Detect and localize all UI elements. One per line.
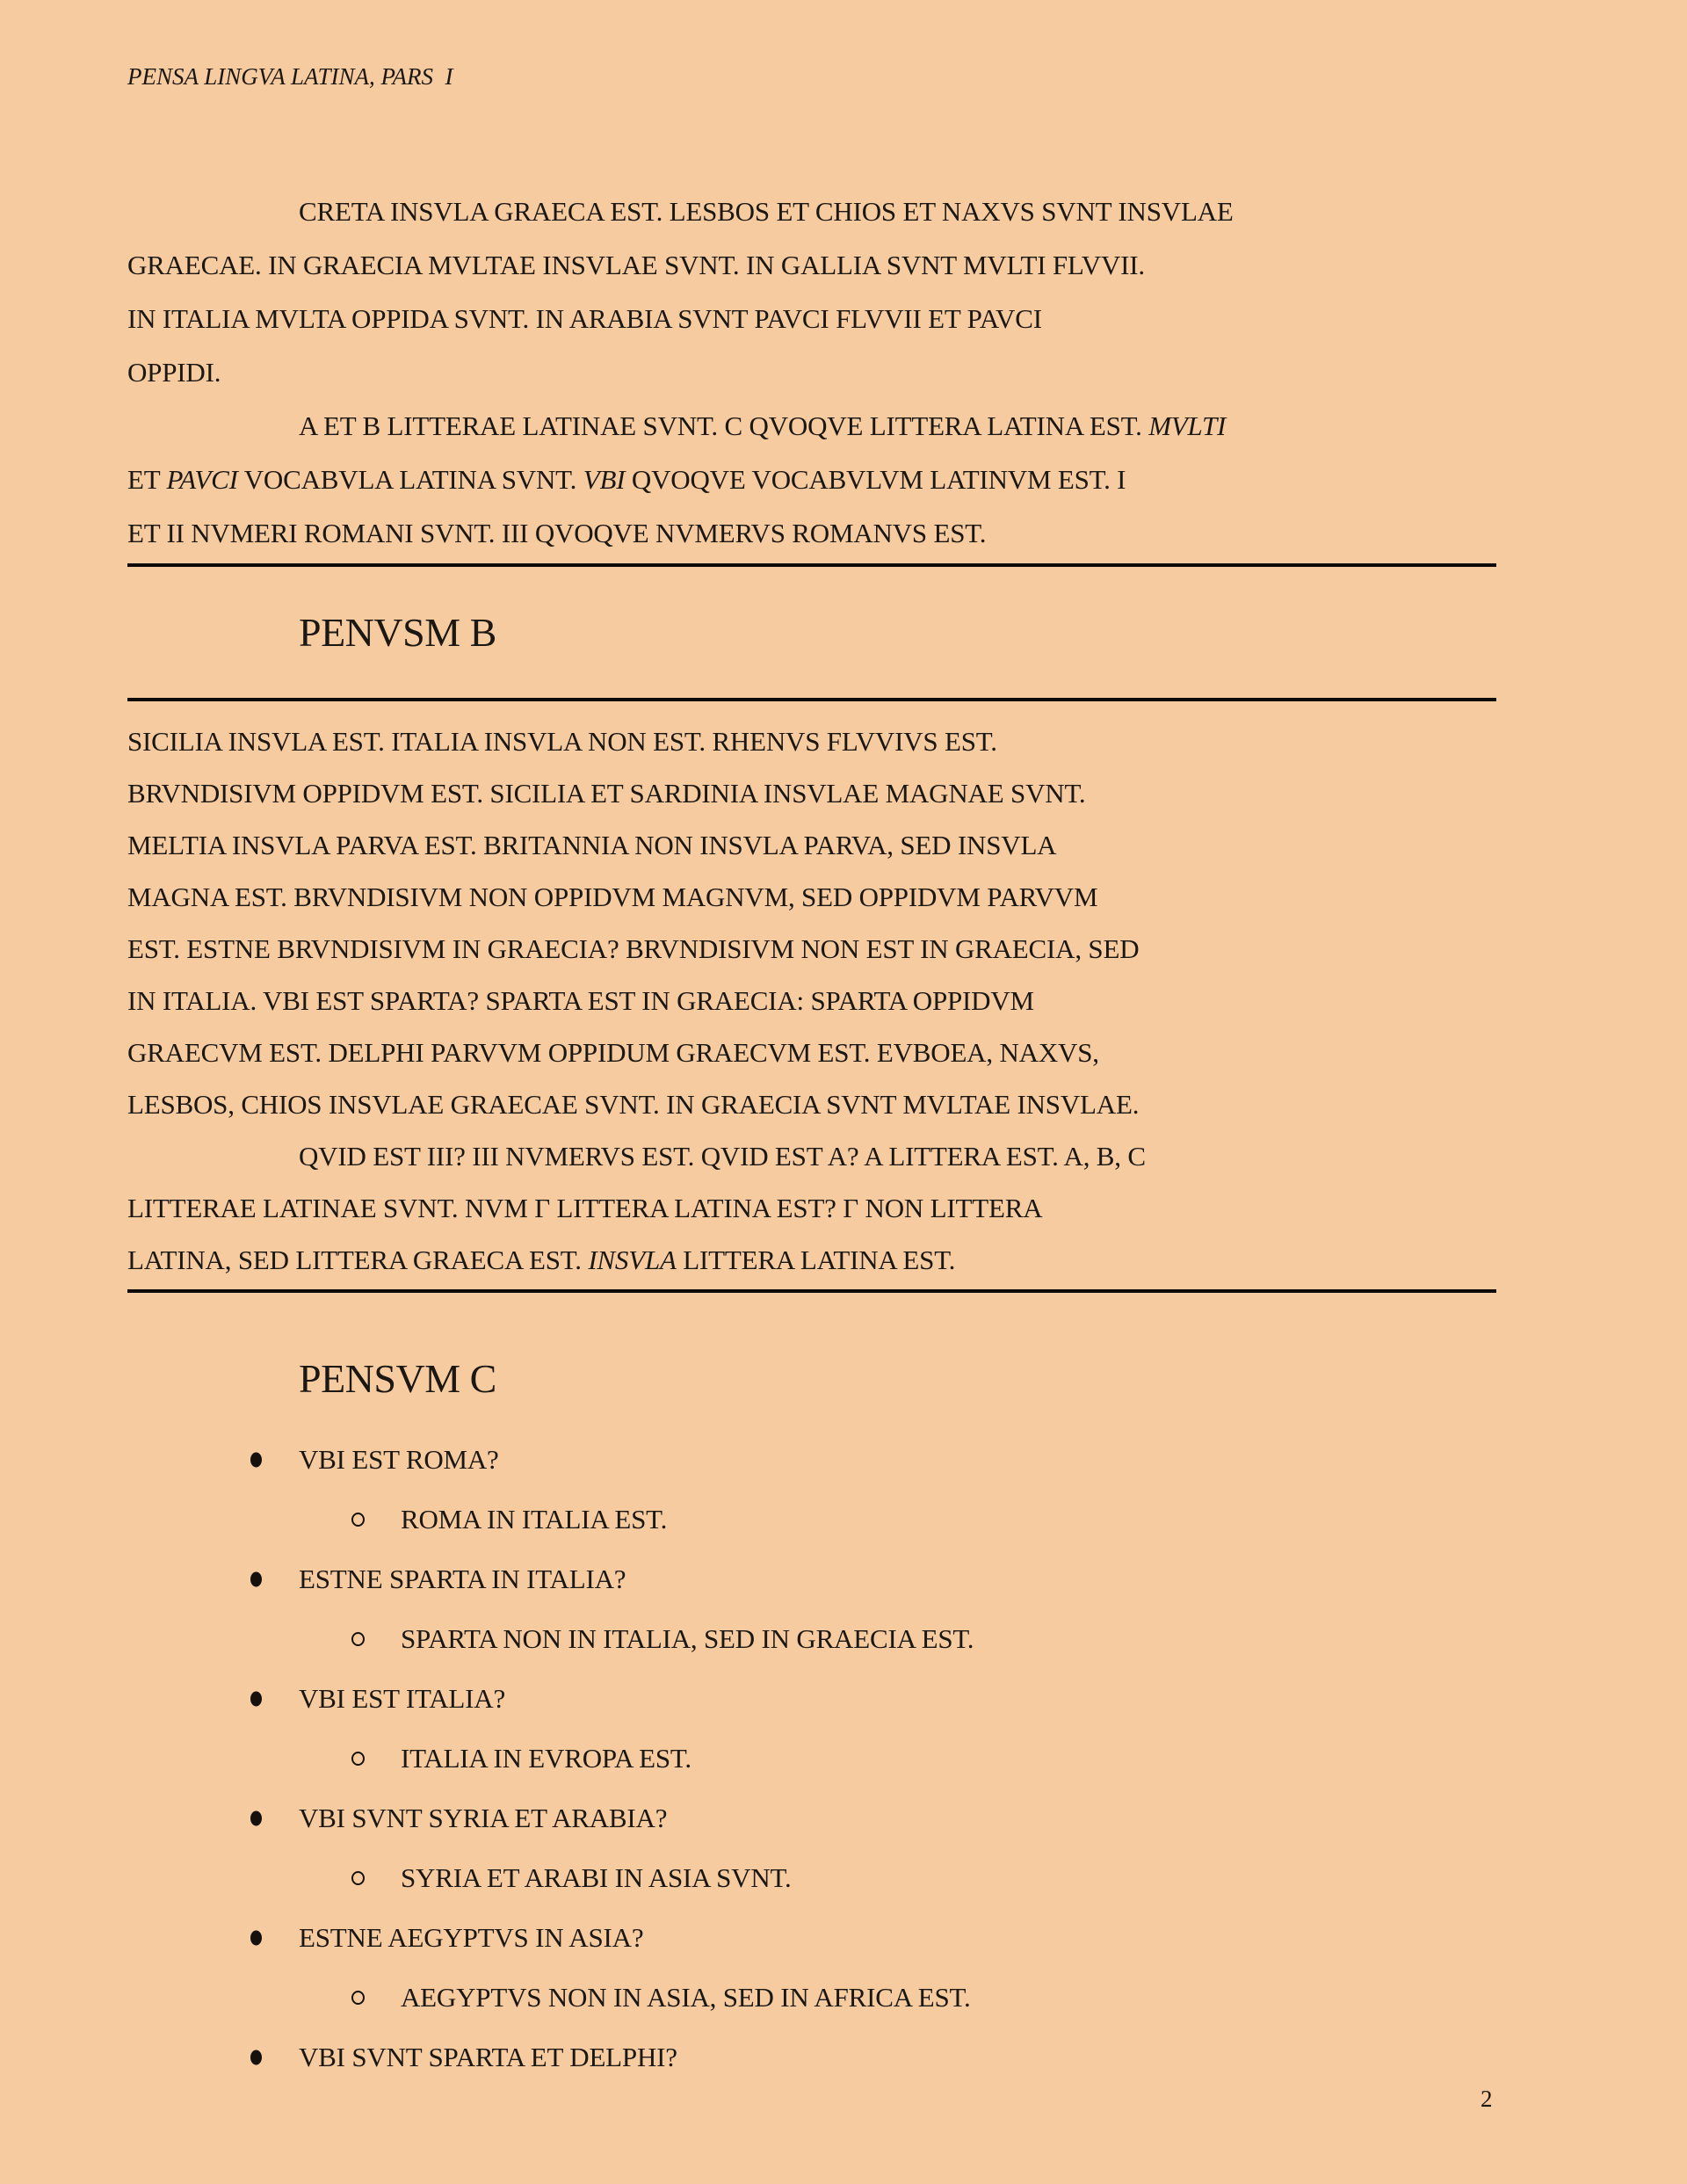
question-item [127, 1908, 1498, 1968]
text-line: MAGNA EST. BRVNDISIVM NON OPPIDVM MAGNVM, SED OPPIDVM PARVVM [127, 882, 1098, 912]
text-run: LITTERA LATINA EST. [676, 1244, 956, 1275]
text-run: ET [127, 464, 167, 495]
answer-item [127, 1490, 1498, 1549]
text-line [127, 1182, 1498, 1234]
text-line: MELTIA INSVLA PARVA EST. BRITANNIA NON INSVLA PARVA, SED INSVLA [127, 830, 1057, 860]
text-line [127, 453, 1498, 506]
divider-rule [127, 1289, 1496, 1293]
answer-item [127, 1729, 1498, 1789]
italic-text-run: PAVCI [166, 464, 238, 495]
answer-text: ITALIA IN EVROPA EST. [401, 1743, 691, 1774]
answer-item [127, 1968, 1498, 2028]
section-heading-b: PENVSM B [299, 610, 496, 655]
circle-icon [351, 1752, 365, 1766]
question-list [127, 1430, 1498, 2087]
text-line [127, 506, 1498, 560]
circle-icon [351, 1871, 365, 1885]
text-run: QVOQVE VOCABVLVM LATINVM EST. I [625, 464, 1126, 495]
bullet-icon [250, 1692, 262, 1707]
paragraph-creta [127, 185, 1498, 399]
question-text: VBI SVNT SYRIA ET ARABIA? [299, 1803, 668, 1833]
text-run: VOCABVLA LATINA SVNT. [237, 464, 583, 495]
divider-rule [127, 563, 1496, 567]
text-line: BRVNDISIVM OPPIDVM EST. SICILIA ET SARDINIA INSVLAE MAGNAE SVNT. [127, 778, 1086, 809]
text-line: SICILIA INSVLA EST. ITALIA INSVLA NON EST. RHENVS FLVVIVS EST. [127, 726, 997, 757]
circle-icon [351, 1513, 365, 1527]
question-text: VBI SVNT SPARTA ET DELPHI? [299, 2042, 677, 2072]
paragraph-sicilia [127, 715, 1498, 1130]
text-line: GRAECVM EST. DELPHI PARVVM OPPIDUM GRAECVM EST. EVBOEA, NAXVS, [127, 1037, 1099, 1068]
text-run: ET II NVMERI ROMANI SVNT. III QVOQVE NVMERVS ROMANVS EST. [127, 518, 987, 548]
answer-item [127, 1609, 1498, 1669]
page-number: 2 [1481, 2086, 1493, 2112]
page-header: PENSA LINGVA LATINA, PARS I [127, 63, 453, 90]
italic-text-run: VBI [583, 464, 626, 495]
answer-text: ROMA IN ITALIA EST. [401, 1504, 668, 1535]
bullet-icon [250, 2050, 262, 2065]
paragraph-quid-est [127, 1130, 1498, 1286]
circle-icon [351, 1991, 365, 2005]
italic-text-run: INSVLA [588, 1244, 677, 1275]
circle-icon [351, 1632, 365, 1646]
italic-text-run: MVLTI [1148, 410, 1227, 441]
document-content [127, 0, 1498, 2087]
section-heading-c: PENSVM C [299, 1356, 496, 1401]
bullet-icon [250, 1931, 262, 1946]
question-item [127, 1430, 1498, 1490]
text-line: IN ITALIA. VBI EST SPARTA? SPARTA EST IN GRAECIA: SPARTA OPPIDVM [127, 985, 1034, 1016]
text-run: LATINA, SED LITTERA GRAECA EST. [127, 1244, 589, 1275]
text-line [127, 399, 1498, 453]
answer-text: AEGYPTVS NON IN ASIA, SED IN AFRICA EST. [401, 1982, 971, 2013]
answer-text: SYRIA ET ARABI IN ASIA SVNT. [401, 1862, 792, 1893]
text-run: LITTERAE LATINAE SVNT. NVM Γ LITTERA LATINA EST? Γ NON LITTERA [127, 1193, 1043, 1223]
text-line: OPPIDI. [127, 357, 221, 388]
question-item [127, 2028, 1498, 2087]
question-item [127, 1789, 1498, 1848]
text-line: CRETA INSVLA GRAECA EST. LESBOS ET CHIOS ET NAXVS SVNT INSVLAE [299, 196, 1234, 227]
question-text: VBI EST ROMA? [299, 1444, 499, 1475]
text-line [127, 1130, 1498, 1182]
text-run: QVID EST III? III NVMERVS EST. QVID EST A? A LITTERA EST. A, B, C [299, 1141, 1146, 1172]
paragraph-litterae [127, 399, 1498, 560]
text-line: EST. ESTNE BRVNDISIVM IN GRAECIA? BRVNDISIVM NON EST IN GRAECIA, SED [127, 933, 1140, 964]
question-text: ESTNE AEGYPTVS IN ASIA? [299, 1922, 644, 1953]
text-run: A ET B LITTERAE LATINAE SVNT. C QVOQVE LITTERA LATINA EST. [299, 410, 1149, 441]
question-item [127, 1549, 1498, 1609]
bullet-icon [250, 1811, 262, 1826]
answer-item [127, 1848, 1498, 1908]
question-text: VBI EST ITALIA? [299, 1683, 506, 1714]
question-item [127, 1669, 1498, 1729]
question-text: ESTNE SPARTA IN ITALIA? [299, 1564, 626, 1594]
divider-rule [127, 698, 1496, 701]
bullet-icon [250, 1572, 262, 1587]
bullet-icon [250, 1453, 262, 1468]
text-line [127, 1234, 1498, 1286]
text-line: GRAECAE. IN GRAECIA MVLTAE INSVLAE SVNT. IN GALLIA SVNT MVLTI FLVVII. [127, 250, 1145, 280]
text-line: LESBOS, CHIOS INSVLAE GRAECAE SVNT. IN GRAECIA SVNT MVLTAE INSVLAE. [127, 1089, 1140, 1120]
text-line: IN ITALIA MVLTA OPPIDA SVNT. IN ARABIA SVNT PAVCI FLVVII ET PAVCI [127, 303, 1042, 334]
answer-text: SPARTA NON IN ITALIA, SED IN GRAECIA EST. [401, 1623, 974, 1654]
